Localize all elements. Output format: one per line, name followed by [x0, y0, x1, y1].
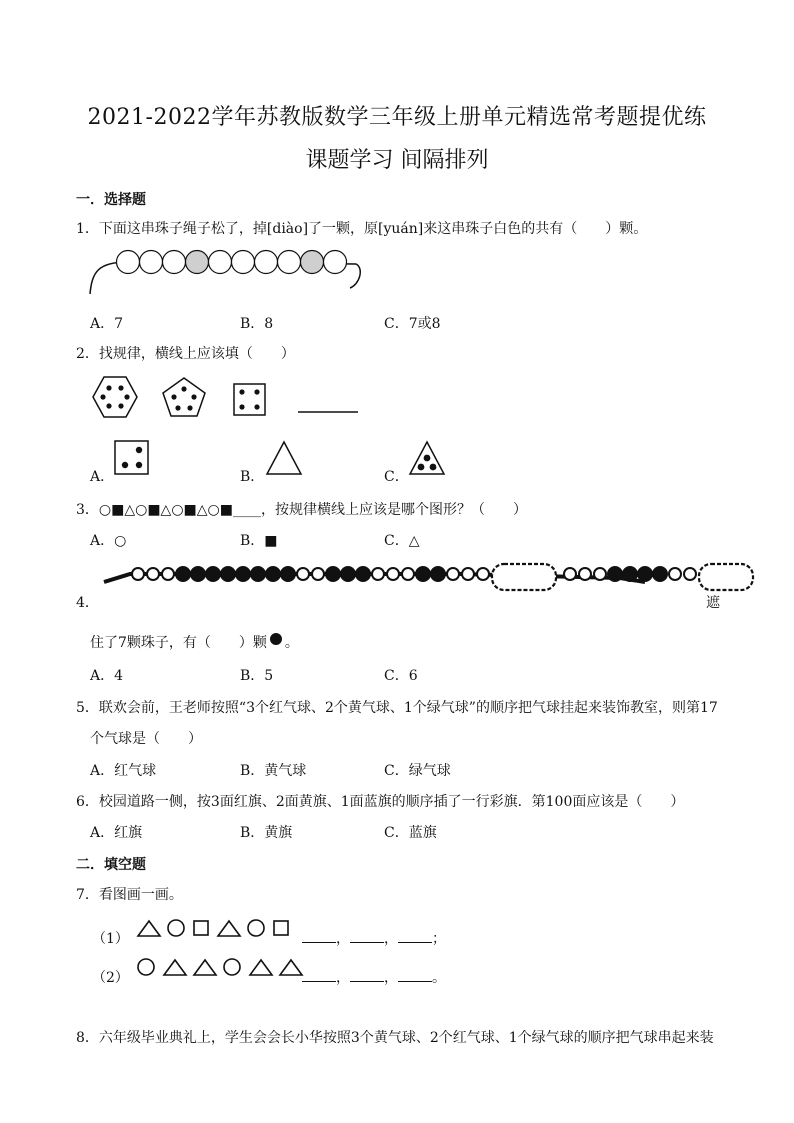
white-bead: [324, 251, 347, 274]
white-bead: [232, 251, 255, 274]
triangle-shape: [194, 960, 216, 975]
q4-option-a[interactable]: A．4: [90, 668, 124, 684]
white-bead: [297, 568, 309, 580]
section-choice: 一．选择题: [76, 192, 146, 208]
q2-option-b[interactable]: B．: [240, 469, 265, 485]
white-bead: [669, 568, 681, 580]
white-bead: [147, 568, 159, 580]
q3-option-b[interactable]: B．■: [240, 533, 278, 549]
black-bead: [191, 567, 205, 581]
white-bead: [477, 568, 489, 580]
q3-option-a[interactable]: A．○: [90, 533, 127, 549]
black-bead-icon: [269, 632, 283, 646]
circle-shape: [248, 920, 264, 936]
q5-option-c[interactable]: C．绿气球: [384, 763, 451, 779]
q6-option-b[interactable]: B．黄旗: [240, 825, 293, 841]
white-bead: [579, 568, 591, 580]
hexagon-dots-shape: [92, 375, 138, 419]
question-5-line2: 个气球是（ ）: [90, 731, 202, 747]
question-4-tail: 。: [284, 635, 299, 651]
question-1: 1．下面这串珠子绳子松了，掉[diào]了一颗，原[yuán]来这串珠子白色的共有（ ）颗。: [76, 221, 648, 237]
pentagon-dots-shape: [162, 377, 206, 417]
white-bead: [209, 251, 232, 274]
white-bead: [162, 568, 174, 580]
q2-option-a[interactable]: A．: [90, 469, 115, 485]
white-bead: [447, 568, 459, 580]
white-bead: [278, 251, 301, 274]
black-bead: [356, 567, 370, 581]
black-bead: [221, 567, 235, 581]
blank-3[interactable]: [398, 928, 432, 943]
q1-option-b[interactable]: B．8: [240, 316, 274, 332]
white-bead: [117, 251, 140, 274]
square-shape: [274, 921, 288, 935]
question-7: 7．看图画一画。: [76, 887, 183, 903]
triangle-shape: [164, 960, 186, 975]
triangle-empty-icon: [265, 440, 303, 476]
white-bead: [255, 251, 278, 274]
q7-sub2-blanks[interactable]: [302, 967, 446, 987]
black-bead: [623, 567, 637, 581]
square-shape: [194, 921, 208, 935]
square-three-dots-icon: [114, 440, 150, 476]
blank-4[interactable]: [302, 967, 336, 982]
question-4-number: 4．: [76, 595, 99, 611]
white-bead: [163, 251, 186, 274]
separator: ，: [384, 970, 398, 986]
terminator: ；: [432, 931, 446, 947]
white-bead: [132, 568, 144, 580]
white-bead: [594, 568, 606, 580]
q7-sub1-label: （1）: [92, 931, 129, 947]
question-4-cover-char: 遮: [706, 595, 720, 611]
covered-bead-string-figure: [100, 560, 710, 606]
triangle-shape: [280, 960, 302, 975]
blank-5[interactable]: [350, 967, 384, 982]
black-bead: [206, 567, 220, 581]
black-bead: [266, 567, 280, 581]
question-6: 6．校园道路一侧，按3面红旗、2面黄旗、1面蓝旗的顺序插了一行彩旗．第100面应该是（ ）: [76, 794, 685, 810]
page-subtitle: 课题学习 间隔排列: [305, 148, 489, 173]
black-bead: [416, 567, 430, 581]
bead-string-figure: [88, 244, 368, 296]
q5-option-b[interactable]: B．黄气球: [240, 763, 307, 779]
q6-option-a[interactable]: A．红旗: [90, 825, 143, 841]
section-fill: 二．填空题: [76, 857, 146, 873]
triangle-shape: [218, 921, 240, 936]
blank-6[interactable]: [398, 967, 432, 982]
answer-blank-line: [298, 410, 358, 414]
white-bead: [140, 251, 163, 274]
cover-box: [492, 564, 556, 590]
white-bead: [312, 568, 324, 580]
q4-option-b[interactable]: B．5: [240, 668, 274, 684]
q7-sub2-label: （2）: [92, 970, 129, 986]
black-bead: [608, 567, 622, 581]
separator: ，: [336, 970, 350, 986]
question-4-text: 住了7颗珠子，有（ ）颗: [90, 635, 267, 651]
q7-sub1-blanks[interactable]: [302, 928, 446, 948]
blank-2[interactable]: [350, 928, 384, 943]
circle-shape: [138, 959, 154, 975]
q4-option-c[interactable]: C．6: [384, 668, 418, 684]
black-bead: [281, 567, 295, 581]
question-5-line1: 5．联欢会前，王老师按照“3个红气球、2个黄气球、1个绿气球”的顺序把气球挂起来装饰教室，则第17: [76, 700, 718, 716]
white-bead: [462, 568, 474, 580]
white-bead: [387, 568, 399, 580]
black-bead: [326, 567, 340, 581]
circle-shape: [168, 920, 184, 936]
terminator: 。: [432, 970, 446, 986]
gray-bead: [186, 251, 209, 274]
blank-1[interactable]: [302, 928, 336, 943]
q2-option-c[interactable]: C．: [384, 469, 409, 485]
q1-option-a[interactable]: A．7: [90, 316, 124, 332]
black-bead: [431, 567, 445, 581]
white-bead: [402, 568, 414, 580]
circle-shape: [224, 959, 240, 975]
square-dots-shape: [233, 383, 267, 417]
black-bead: [236, 567, 250, 581]
page-title: 2021-2022学年苏教版数学三年级上册单元精选常考题提优练: [87, 105, 707, 130]
q6-option-c[interactable]: C．蓝旗: [384, 825, 437, 841]
shape-sequence-1: [128, 918, 308, 940]
black-bead: [653, 567, 667, 581]
shape-sequence-2: [128, 957, 308, 979]
triangle-shape: [250, 960, 272, 975]
separator: ，: [384, 931, 398, 947]
triangle-shape: [138, 921, 160, 936]
white-bead: [372, 568, 384, 580]
question-8: 8．六年级毕业典礼上，学生会会长小华按照3个黄气球、2个红气球、1个绿气球的顺序把气球串起来装: [76, 1030, 714, 1046]
black-bead: [176, 567, 190, 581]
q3-option-c[interactable]: C．△: [384, 533, 420, 549]
separator: ，: [336, 931, 350, 947]
white-bead: [684, 568, 696, 580]
question-2: 2．找规律，横线上应该填（ ）: [76, 346, 295, 362]
triangle-three-dots-icon: [408, 440, 446, 476]
gray-bead: [301, 251, 324, 274]
question-4-line2: [90, 632, 299, 652]
white-bead: [564, 568, 576, 580]
black-bead: [341, 567, 355, 581]
q1-option-c[interactable]: C．7或8: [384, 316, 441, 332]
question-3: 3．○■△○■△○■△○■____，按规律横线上应该是哪个图形？（ ）: [76, 502, 527, 518]
q5-option-a[interactable]: A．红气球: [90, 763, 157, 779]
black-bead: [251, 567, 265, 581]
black-bead: [638, 567, 652, 581]
cover-box: [699, 564, 753, 590]
